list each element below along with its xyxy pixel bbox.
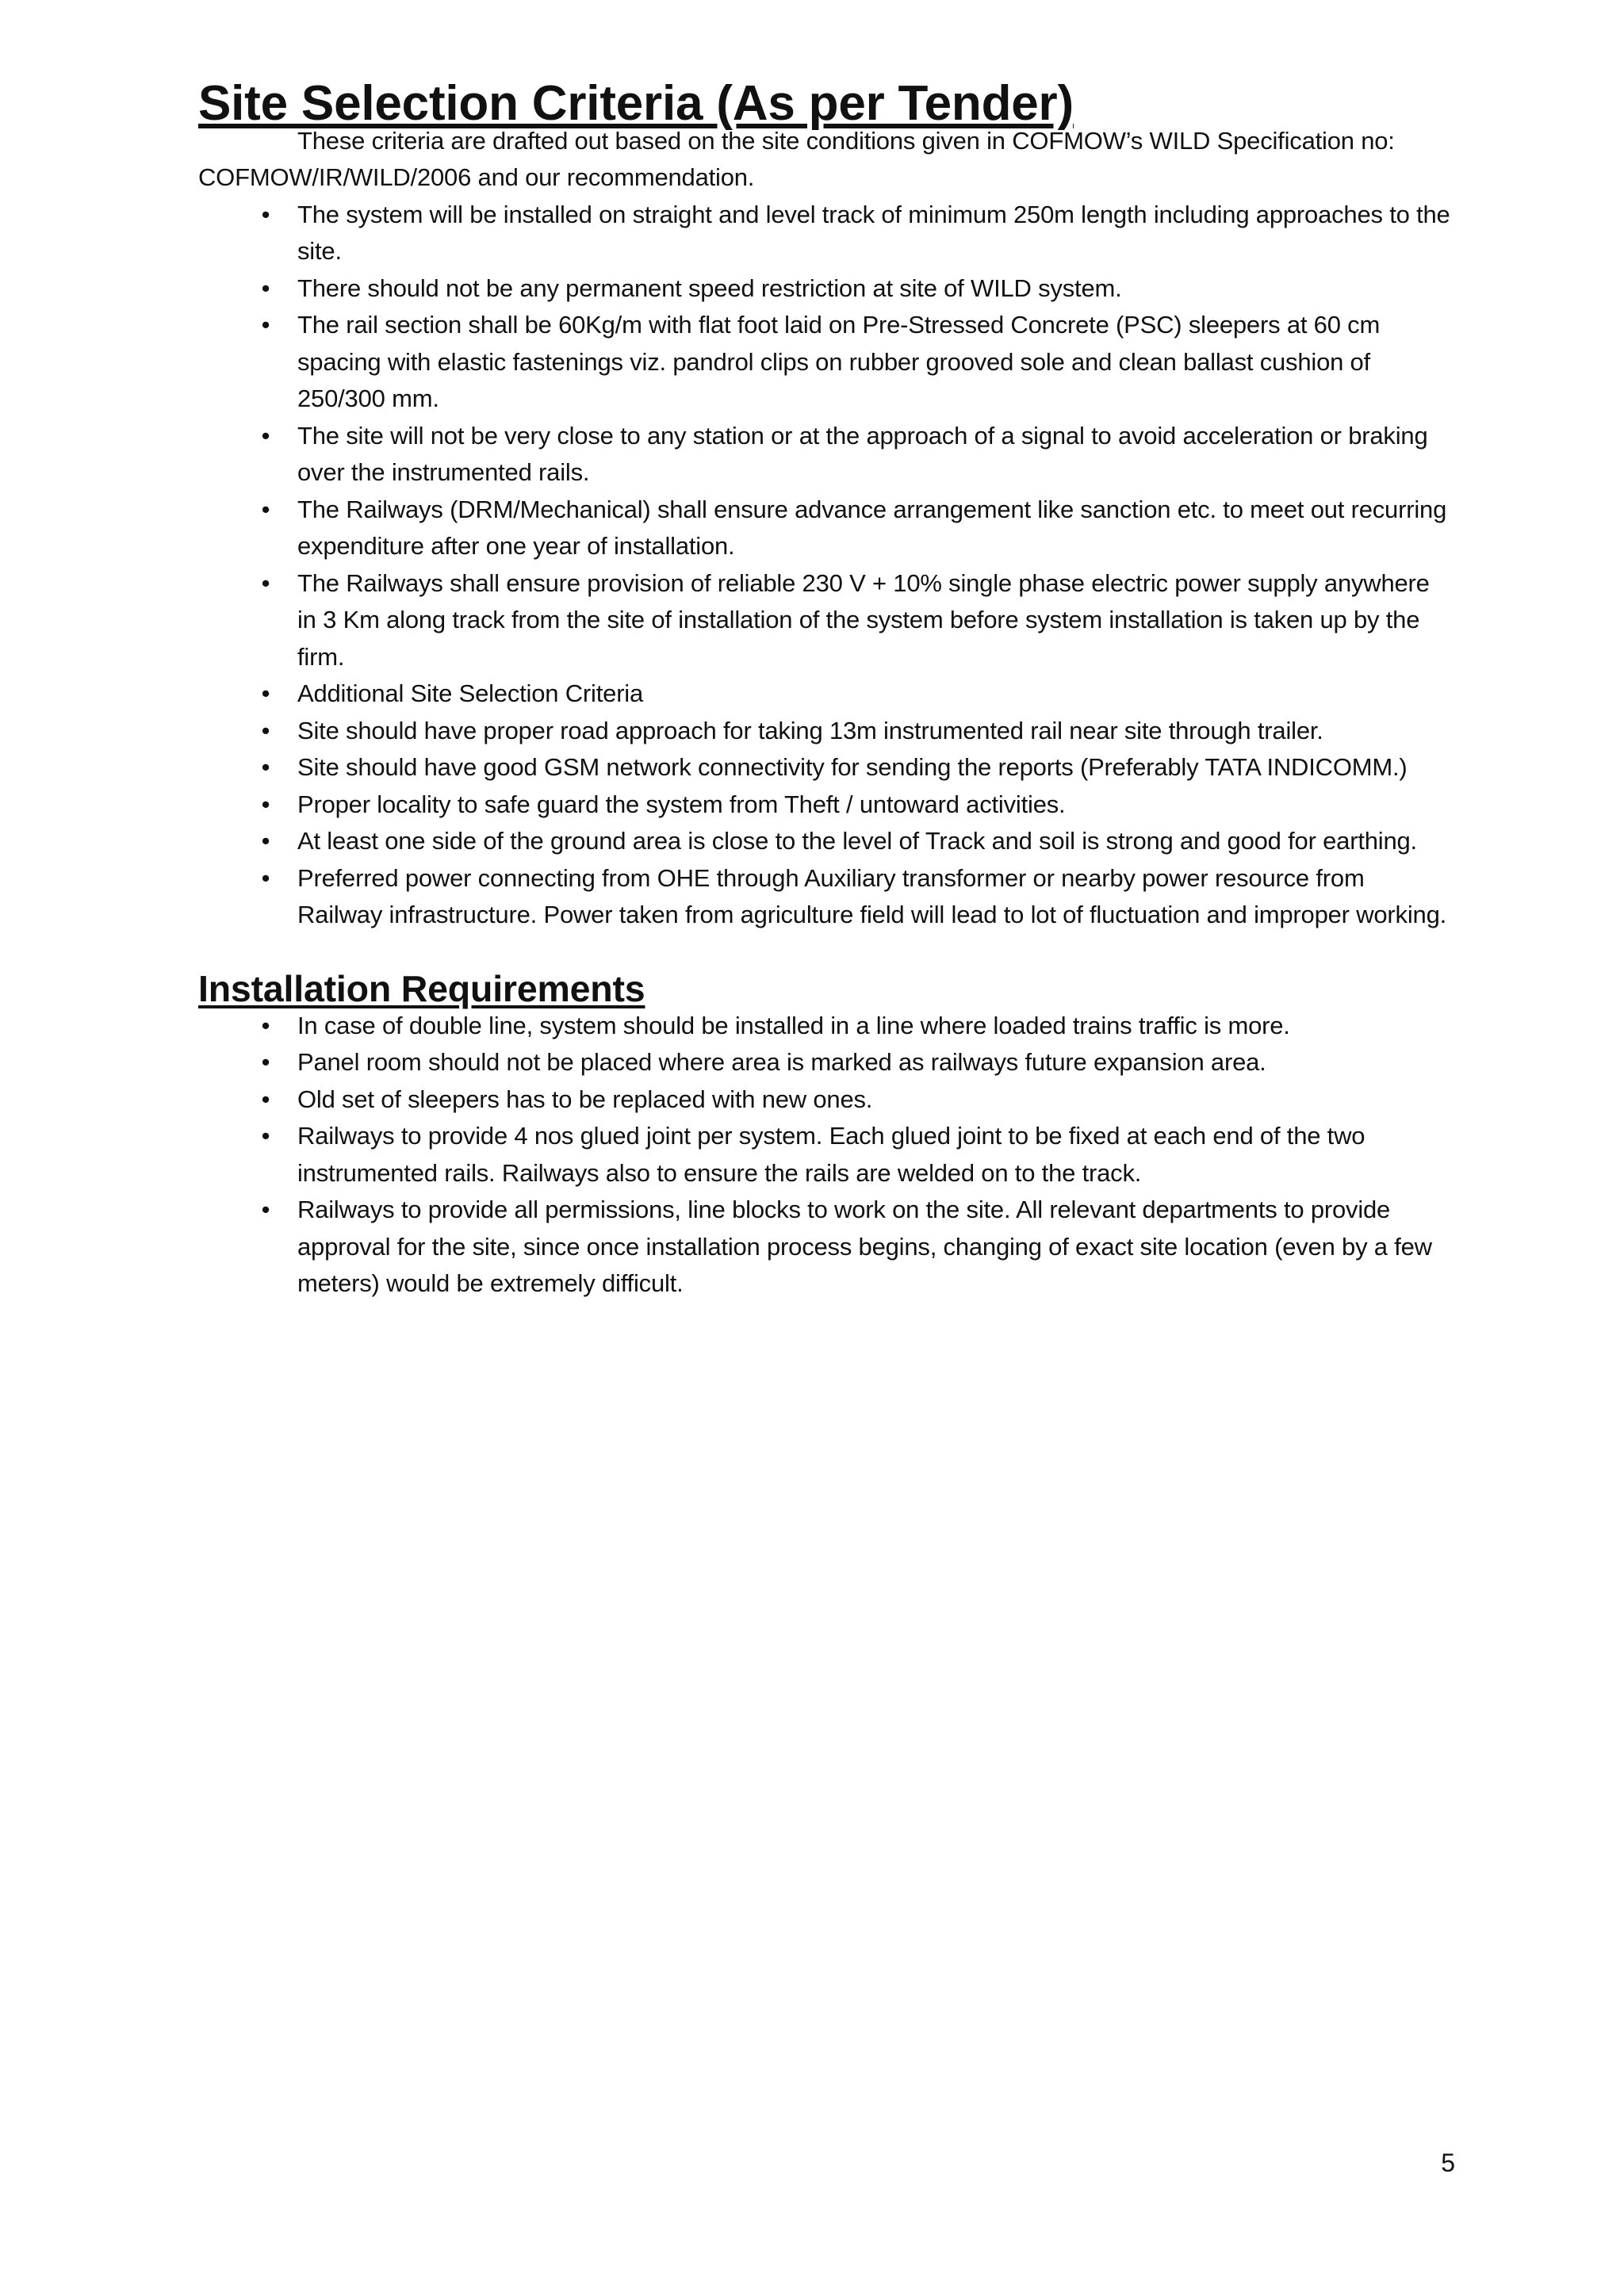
- bullet-icon: •: [261, 568, 270, 597]
- bullet-icon: •: [261, 1196, 270, 1223]
- page-number: 5: [1441, 2149, 1455, 2177]
- list-item-text: The Railways shall ensure provision of reliable 230 V + 10% single phase electric power supply anywhere in 3 Km along track from the site of installation of the system before system installation is taken up by the firm.: [297, 568, 1430, 671]
- list-item: [198, 307, 1451, 418]
- list-item-text: Preferred power connecting from OHE through Auxiliary transformer or nearby power resource from Railway infrastructure. Power taken from agriculture field will lead to lot of fluctuation and improper working.: [297, 863, 1447, 928]
- bullet-icon: •: [261, 495, 270, 523]
- bullet-icon: •: [261, 1011, 270, 1039]
- bullet-icon: •: [261, 863, 270, 892]
- list-item-text: Old set of sleepers has to be replaced with new ones.: [297, 1085, 873, 1113]
- list-item-text: Proper locality to safe guard the system from Theft / untoward activities.: [297, 790, 1066, 818]
- list-item-text: There should not be any permanent speed restriction at site of WILD system.: [297, 274, 1122, 302]
- list-item-text: Panel room should not be placed where area is marked as railways future expansion area.: [297, 1048, 1266, 1076]
- list-item: [198, 1044, 1451, 1081]
- bullet-icon: •: [261, 790, 270, 818]
- list-item: [198, 197, 1451, 270]
- bullet-icon: •: [261, 753, 270, 781]
- list-item-text: The rail section shall be 60Kg/m with flat foot laid on Pre-Stressed Concrete (PSC) sleepers at 60 cm spacing with elastic fastenings viz. pandrol clips on rubber grooved sole and clean ballast cushion of 250/300 mm.: [297, 311, 1381, 412]
- site-selection-intro: These criteria are drafted out based on the site conditions given in COFMOW’s WILD Specification no: COFMOW/IR/WILD/2006 and our recommendation.: [198, 126, 1395, 191]
- list-item-text: Railways to provide 4 nos glued joint per system. Each glued joint to be fixed at each end of the two instrumented rails. Railways also to ensure the rails are welded on to the track.: [297, 1122, 1365, 1187]
- list-item-text: Site should have good GSM network connectivity for sending the reports (Preferably TATA INDICOMM.): [297, 753, 1408, 781]
- list-item: [198, 749, 1451, 786]
- list-item: [198, 823, 1451, 860]
- list-item-text: At least one side of the ground area is close to the level of Track and soil is strong and good for earthing.: [297, 827, 1417, 855]
- page-content: [198, 76, 1451, 1303]
- list-item-text: Site should have proper road approach for taking 13m instrumented rail near site through trailer.: [297, 716, 1323, 744]
- bullet-icon: •: [261, 716, 270, 744]
- bullet-icon: •: [261, 1048, 270, 1076]
- list-item-text: In case of double line, system should be installed in a line where loaded trains traffic is more.: [297, 1011, 1290, 1039]
- list-item: [198, 860, 1451, 934]
- list-item-text: Additional Site Selection Criteria: [297, 679, 644, 707]
- bullet-icon: •: [261, 421, 270, 450]
- list-item-text: The system will be installed on straight and level track of minimum 250m length including approaches to the site.: [297, 200, 1450, 265]
- bullet-icon: •: [261, 679, 270, 707]
- bullet-icon: •: [261, 827, 270, 855]
- bullet-icon: •: [261, 274, 270, 302]
- list-item-text: The site will not be very close to any station or at the approach of a signal to avoid acceleration or braking over the instrumented rails.: [297, 421, 1428, 486]
- section-spacer: [198, 934, 1451, 971]
- site-selection-heading: Site Selection Criteria (As per Tender): [198, 76, 1074, 131]
- bullet-icon: •: [261, 311, 270, 339]
- list-item: [198, 492, 1451, 565]
- list-item: [198, 1192, 1451, 1303]
- list-item: [198, 713, 1451, 750]
- list-item: [198, 418, 1451, 492]
- list-item: [198, 565, 1451, 676]
- installation-requirements-list: [198, 1008, 1451, 1303]
- list-item-text: The Railways (DRM/Mechanical) shall ensure advance arrangement like sanction etc. to meet out recurring expenditure after one year of installation.: [297, 495, 1447, 560]
- bullet-icon: •: [261, 200, 270, 228]
- bullet-icon: •: [261, 1085, 270, 1113]
- list-item: [198, 786, 1451, 824]
- list-item: [198, 1008, 1451, 1045]
- bullet-icon: •: [261, 1122, 270, 1150]
- list-item-text: Railways to provide all permissions, line blocks to work on the site. All relevant departments to provide approval for the site, since once installation process begins, changing of exact site location (even by a few meters) would be extremely difficult.: [297, 1196, 1432, 1297]
- list-item: [198, 1118, 1451, 1192]
- list-item: [198, 675, 1451, 713]
- site-selection-list: [198, 197, 1451, 934]
- installation-requirements-heading: Installation Requirements: [198, 968, 645, 1009]
- list-item: [198, 270, 1451, 308]
- list-item: [198, 1081, 1451, 1119]
